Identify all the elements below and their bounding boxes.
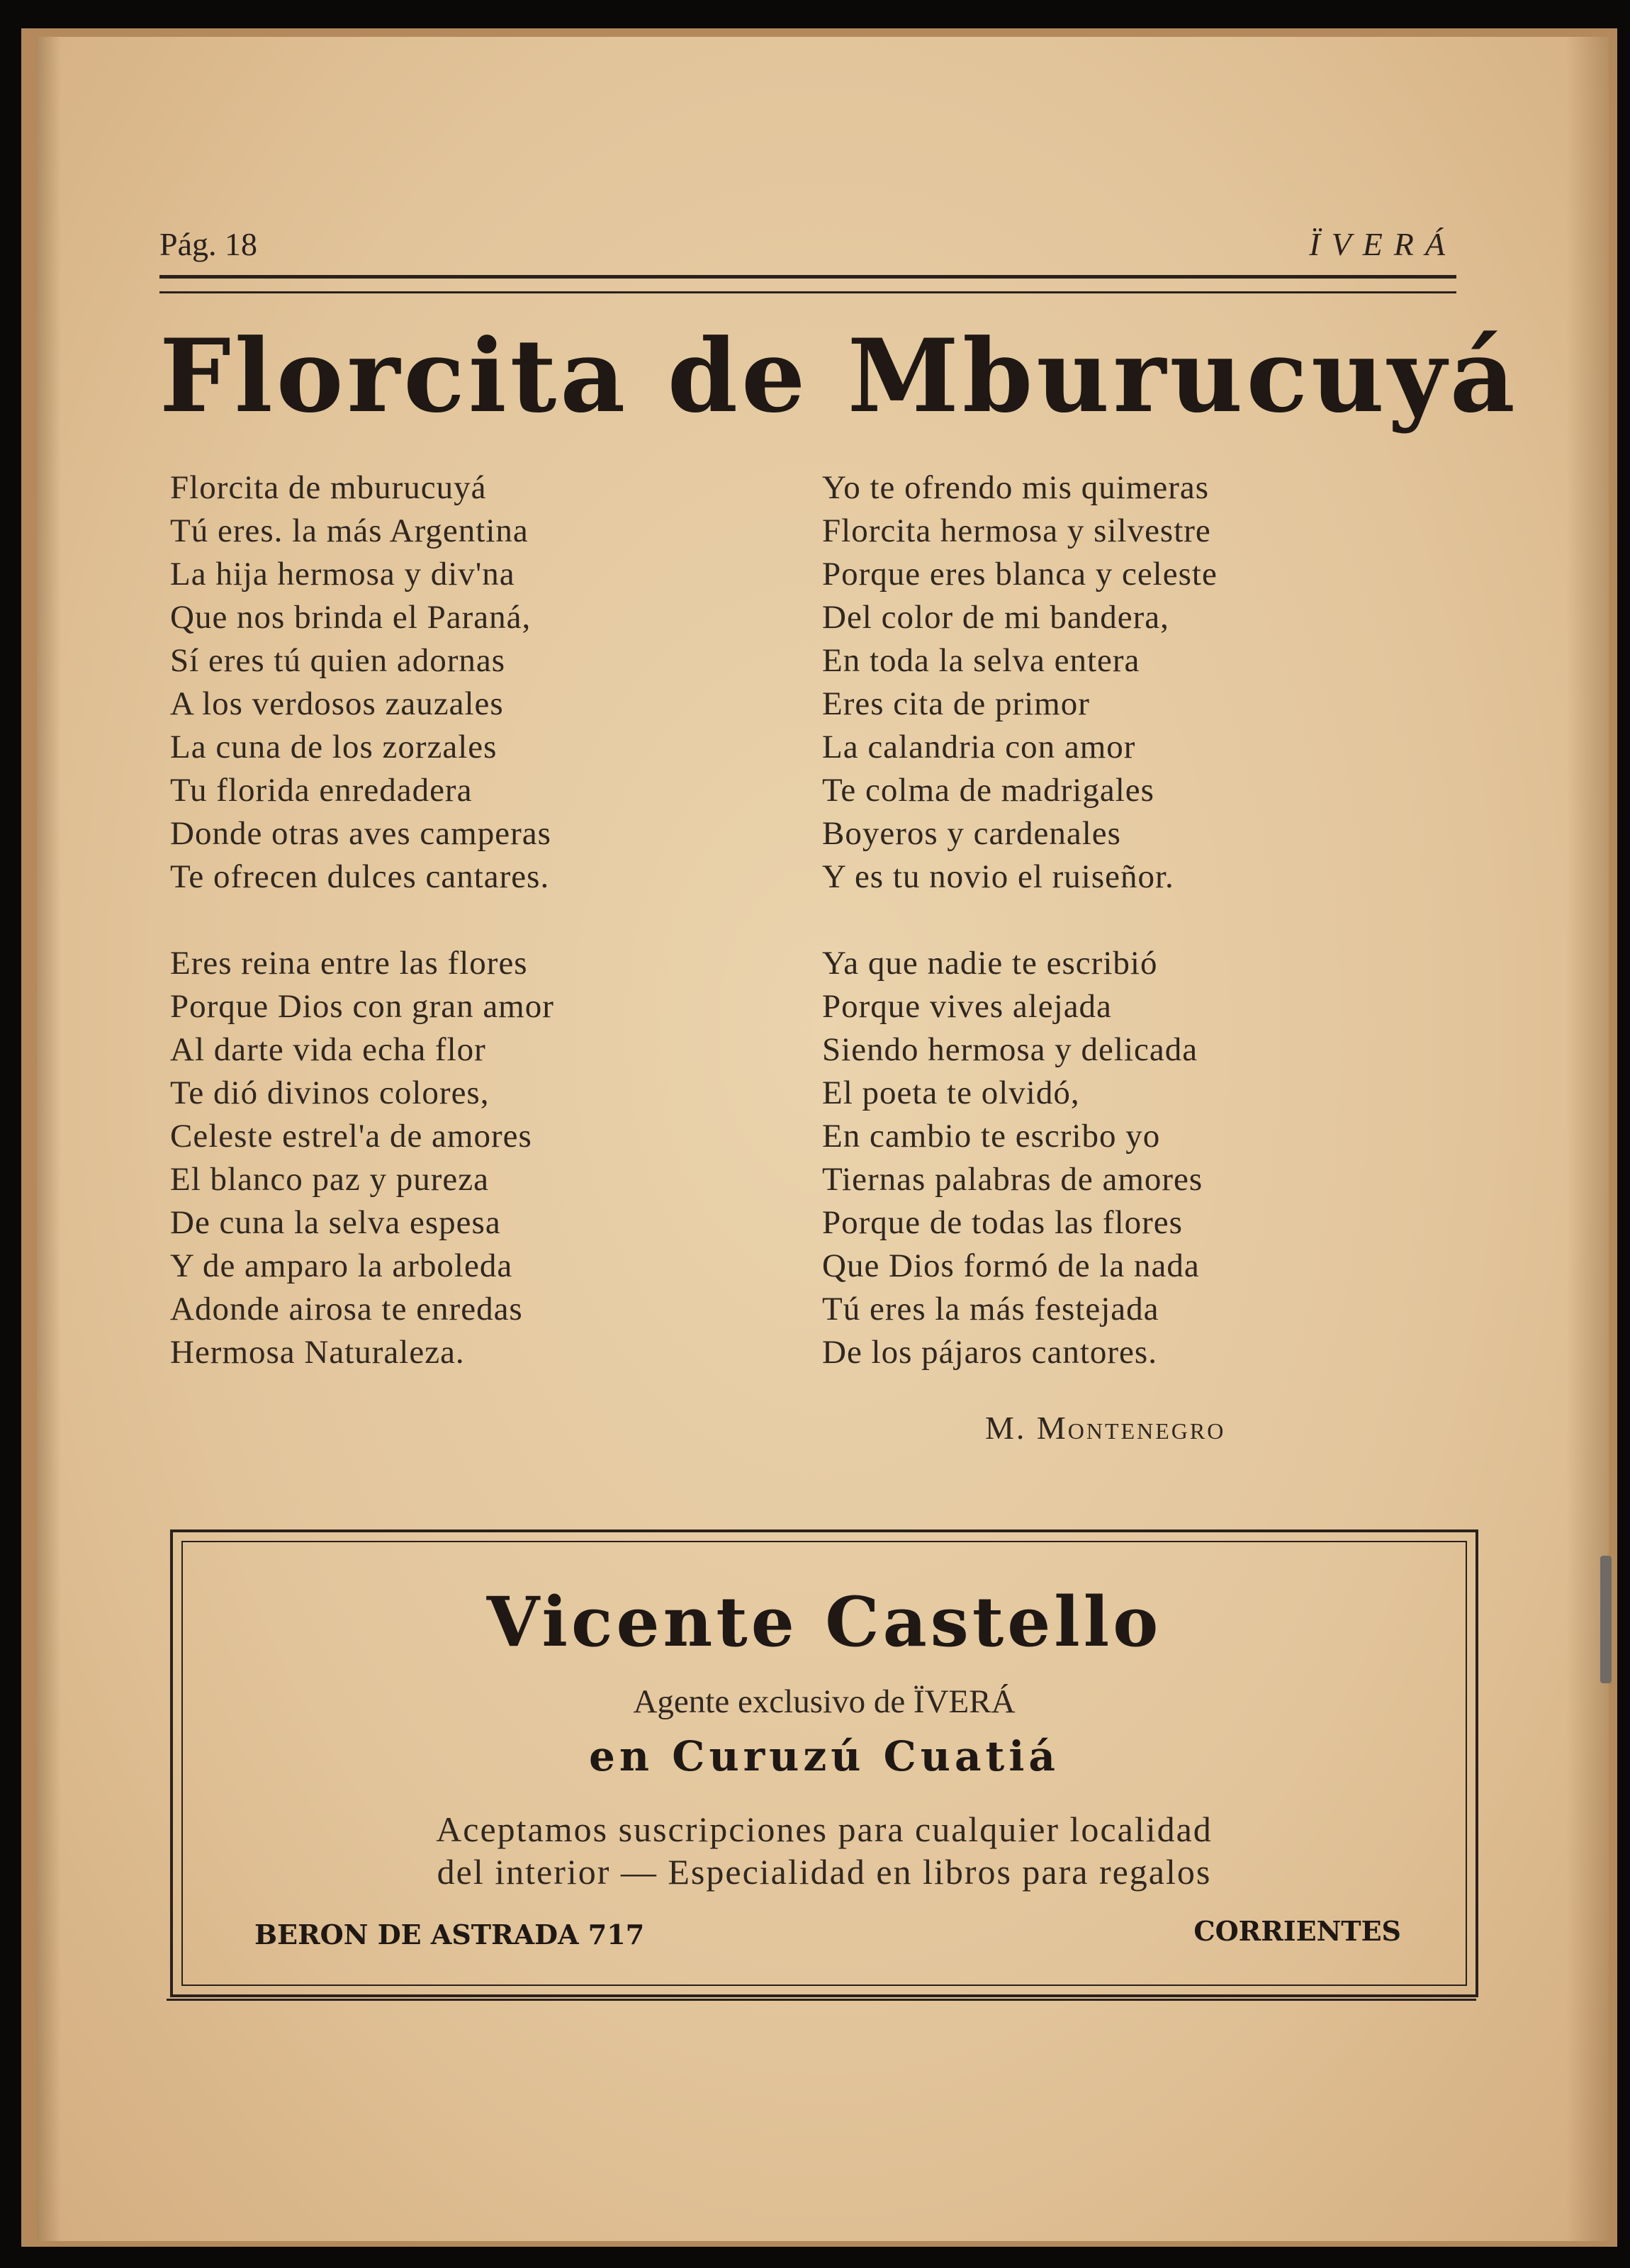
verse-line: Hermosa Naturaleza.	[170, 1334, 465, 1371]
stanza	[170, 942, 709, 1374]
ad-address: BERON DE ASTRADA 717	[254, 1919, 645, 1950]
page-header	[159, 225, 1456, 268]
advertisement-bottom-rule	[167, 1999, 1476, 2001]
verse-line: El blanco paz y pureza	[170, 1161, 490, 1198]
verse-line: Porque eres blanca y celeste	[822, 556, 1218, 593]
stanza	[822, 466, 1361, 899]
verse-line: Ya que nadie te escribió	[822, 945, 1158, 982]
page-number: Pág. 18	[159, 226, 257, 262]
verse-line: Eres cita de primor	[822, 685, 1090, 722]
verse-line: Florcita de mburucuyá	[170, 469, 487, 506]
ad-description-line: del interior — Especialidad en libros para regalos	[437, 1852, 1212, 1892]
verse-line: Eres reina entre las flores	[170, 945, 528, 982]
verse-line: El poeta te olvidó,	[822, 1074, 1080, 1111]
page-gutter-shadow	[37, 37, 61, 2241]
ad-description-line: Aceptamos suscripciones para cualquier localidad	[436, 1809, 1213, 1849]
verse-line: La cuna de los zorzales	[170, 729, 498, 765]
verse-line: La calandria con amor	[822, 729, 1136, 765]
page-edge-shadow	[1566, 37, 1609, 2241]
verse-line: Sí eres tú quien adornas	[170, 642, 506, 679]
verse-line: Tú eres. la más Argentina	[170, 512, 529, 549]
advertiser-name: Vicente Castello	[486, 1582, 1162, 1662]
verse-line: Que nos brinda el Paraná,	[170, 599, 532, 636]
verse-line: Porque vives alejada	[822, 988, 1112, 1025]
verse-line: Y es tu novio el ruiseñor.	[822, 858, 1174, 895]
verse-line: De cuna la selva espesa	[170, 1204, 501, 1241]
verse-line: Florcita hermosa y silvestre	[822, 512, 1211, 549]
verse-line: Celeste estrel'a de amores	[170, 1118, 532, 1155]
verse-line: Que Dios formó de la nada	[822, 1247, 1200, 1284]
verse-line: En toda la selva entera	[822, 642, 1140, 679]
verse-line: Porque Dios con gran amor	[170, 988, 554, 1025]
verse-line: Siendo hermosa y delicada	[822, 1031, 1198, 1068]
stanza	[822, 942, 1361, 1374]
staple	[1600, 1556, 1612, 1683]
verse-line: Tiernas palabras de amores	[822, 1161, 1203, 1198]
location-line: en Curuzú Cuatiá	[589, 1732, 1060, 1780]
advertisement-box	[170, 1529, 1478, 1997]
verse-line: De los pájaros cantores.	[822, 1334, 1157, 1371]
verse-line: Te dió divinos colores,	[170, 1074, 490, 1111]
poem-right-column	[822, 466, 1361, 1418]
verse-line: Al darte vida echa flor	[170, 1031, 486, 1068]
verse-line: Tu florida enredadera	[170, 772, 473, 809]
poem-author: M. Montenegro	[985, 1410, 1226, 1446]
verse-line: A los verdosos zauzales	[170, 685, 504, 722]
verse-line: Porque de todas las flores	[822, 1204, 1183, 1241]
verse-line: Tú eres la más festejada	[822, 1291, 1159, 1327]
verse-line: Yo te ofrendo mis quimeras	[822, 469, 1210, 506]
verse-line: Boyeros y cardenales	[822, 815, 1121, 852]
stanza	[170, 466, 709, 899]
magazine-name: ÏVERÁ	[1309, 226, 1456, 262]
verse-line: Adonde airosa te enredas	[170, 1291, 523, 1327]
poem-left-column	[170, 466, 709, 1418]
verse-line: Donde otras aves camperas	[170, 815, 551, 852]
poem-title: Florcita de Mburucuyá	[159, 318, 1519, 435]
verse-line: Te ofrecen dulces cantares.	[170, 858, 550, 895]
verse-line: Y de amparo la arboleda	[170, 1247, 513, 1284]
ad-city: CORRIENTES	[1193, 1915, 1401, 1947]
verse-line: Te colma de madrigales	[822, 772, 1154, 809]
verse-line: La hija hermosa y div'na	[170, 556, 515, 593]
agent-line: Agente exclusivo de ÏVERÁ	[633, 1683, 1016, 1720]
verse-line: En cambio te escribo yo	[822, 1118, 1161, 1155]
header-rule	[159, 275, 1456, 293]
verse-line: Del color de mi bandera,	[822, 599, 1169, 636]
